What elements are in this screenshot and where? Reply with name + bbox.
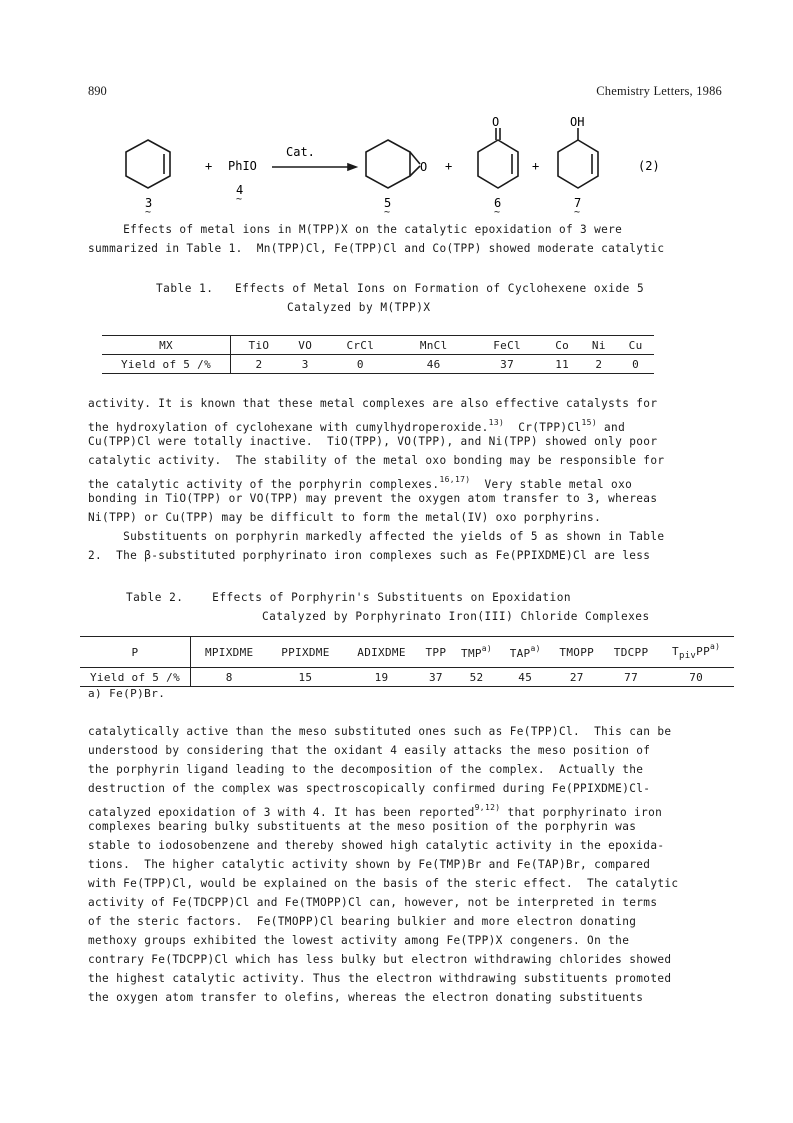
table-header-row	[80, 637, 734, 668]
ketone-label: O	[492, 115, 500, 129]
plus-1: +	[205, 159, 213, 173]
header-cell: FeCl	[470, 336, 543, 355]
header-cell: P	[80, 637, 191, 668]
compound-7-number: 7	[574, 196, 582, 210]
text-line: summarized in Table 1. Mn(TPP)Cl, Fe(TPP)Cl and Co(TPP) showed moderate catalytic	[88, 242, 665, 255]
text-line: the highest catalytic activity. Thus the electron withdrawing substituents promoted	[88, 972, 672, 985]
table-row	[102, 355, 654, 374]
header-cell: VO	[287, 336, 324, 355]
text-line: tions. The higher catalytic activity shown by Fe(TMP)Br and Fe(TAP)Br, compared	[88, 858, 651, 871]
reagent-number: 4	[236, 183, 244, 197]
plus-3: +	[532, 159, 540, 173]
table-cell: 15	[298, 670, 313, 684]
text-line: catalytic activity. The stability of the metal oxo bonding may be responsible for	[88, 454, 665, 467]
table-cell: 52	[469, 670, 484, 684]
header-cell: MnCl	[397, 336, 470, 355]
table-1	[102, 335, 654, 374]
header-cell: ADIXDME	[343, 637, 419, 668]
table-cell: 37	[500, 357, 514, 371]
catalyst-label: Cat.	[286, 145, 315, 159]
table-cell: 0	[356, 357, 364, 371]
svg-text:~: ~	[494, 207, 501, 218]
text-line: stable to iodosobenzene and thereby showed high catalytic activity in the epoxida-	[88, 839, 665, 852]
paragraph-1	[88, 220, 664, 258]
text-line: complexes bearing bulky substituents at the meso position of the porphyrin was	[88, 820, 637, 833]
text-line: the oxygen atom transfer to olefins, whereas the electron donating substituents	[88, 991, 644, 1004]
alcohol-label: OH	[570, 115, 585, 129]
table-cell: 77	[624, 670, 639, 684]
table-cell: 37	[428, 670, 443, 684]
header-cell: TMOPP	[550, 637, 604, 668]
table-2	[80, 636, 734, 687]
text-line: Cu(TPP)Cl were totally inactive. TiO(TPP), VO(TPP), and Ni(TPP) showed only poor	[88, 435, 658, 448]
table-cell: 2	[595, 357, 603, 371]
table2-caption: Table 2. Effects of Porphyrin's Substituents on Epoxidation	[126, 591, 572, 604]
epoxide-ring	[366, 140, 410, 188]
header-cell: Ni	[580, 336, 617, 355]
compound-6-number: 6	[494, 196, 502, 210]
journal-header: Chemistry Letters, 1986	[596, 84, 722, 98]
table-cell: 27	[569, 670, 584, 684]
table-cell: 8	[225, 670, 233, 684]
paragraph-2	[88, 394, 664, 565]
svg-text:~: ~	[236, 194, 243, 205]
table-cell: 45	[518, 670, 533, 684]
text-line: of the steric factors. Fe(TMOPP)Cl bearing bulkier and more electron donating	[88, 915, 637, 928]
equation-number: (2)	[638, 159, 660, 173]
text-line: with Fe(TPP)Cl, would be explained on the basis of the steric effect. The catalytic	[88, 877, 679, 890]
text-line: activity. It is known that these metal complexes are also effective catalysts for	[88, 397, 658, 410]
header-cell: TAP$^{a)}$	[501, 637, 550, 668]
reaction-scheme	[120, 114, 720, 224]
header-cell: Cu	[617, 336, 654, 355]
table2-footnote: a) Fe(P)Br.	[88, 687, 166, 700]
header-cell: CrCl	[324, 336, 397, 355]
table-cell: 2	[255, 357, 263, 371]
text-line: the hydroxylation of cyclohexane with cumylhydroperoxide.$^{13)}$ Cr(TPP)Cl$^{15)}$ and	[88, 418, 626, 434]
header-cell: TDCPP	[604, 637, 658, 668]
header-cell: TPP	[420, 637, 453, 668]
row-label: Yield of 5 /%	[80, 668, 191, 687]
text-line: the catalytic activity of the porphyrin complexes.$^{16,17)}$ Very stable metal oxo	[88, 475, 633, 491]
header-cell: $T_{piv}PP^{a)}$	[658, 637, 734, 668]
table-cell: 0	[632, 357, 640, 371]
table-cell: 19	[374, 670, 389, 684]
text-line: catalytically active than the meso substituted ones such as Fe(TPP)Cl. This can be	[88, 725, 672, 738]
svg-text:~: ~	[145, 207, 152, 218]
table-cell: 70	[689, 670, 704, 684]
table1-caption-line2: Catalyzed by M(TPP)X	[287, 301, 431, 314]
table-header-row	[102, 336, 654, 355]
text-line: destruction of the complex was spectroscopically confirmed during Fe(PPIXDME)Cl-	[88, 782, 651, 795]
text-line: 2. The β-substituted porphyrinato iron complexes such as Fe(PPIXDME)Cl are less	[88, 549, 651, 562]
reagent-label: PhIO	[228, 159, 257, 173]
header-cell: Co	[544, 336, 581, 355]
paragraph-3	[88, 722, 678, 1007]
header-cell: TiO	[231, 336, 287, 355]
svg-text:~: ~	[384, 207, 391, 218]
header-cell: MPIXDME	[191, 637, 268, 668]
table1-caption: Table 1. Effects of Metal Ions on Formation of Cyclohexene oxide 5	[156, 282, 645, 295]
text-line: activity of Fe(TDCPP)Cl and Fe(TMOPP)Cl can, however, not be interpreted in terms	[88, 896, 658, 909]
text-line: Ni(TPP) or Cu(TPP) may be difficult to form the metal(IV) oxo porphyrins.	[88, 511, 602, 524]
row-label: Yield of 5 /%	[102, 355, 231, 374]
oxide-label: O	[420, 160, 428, 174]
text-line: bonding in TiO(TPP) or VO(TPP) may prevent the oxygen atom transfer to 3, whereas	[88, 492, 658, 505]
page-number: 890	[88, 84, 107, 98]
text-line: Effects of metal ions in M(TPP)X on the catalytic epoxidation of 3 were	[88, 223, 623, 236]
header-cell: TMP$^{a)}$	[452, 637, 501, 668]
table-row	[80, 668, 734, 687]
text-line: Substituents on porphyrin markedly affected the yields of 5 as shown in Table	[88, 530, 665, 543]
text-line: the porphyrin ligand leading to the decomposition of the complex. Actually the	[88, 763, 644, 776]
svg-text:~: ~	[574, 207, 581, 218]
plus-2: +	[445, 159, 453, 173]
text-line: contrary Fe(TDCPP)Cl which has less bulky but electron withdrawing chlorides showed	[88, 953, 672, 966]
text-line: catalyzed epoxidation of 3 with 4. It has been reported$^{9,12)}$ that porphyrinato iron	[88, 803, 663, 819]
table2-caption-line2: Catalyzed by Porphyrinato Iron(III) Chloride Complexes	[262, 610, 650, 623]
table-cell: 11	[555, 357, 570, 371]
header-cell: MX	[102, 336, 231, 355]
compound-3-number: 3	[145, 196, 153, 210]
compound-5-number: 5	[384, 196, 392, 210]
scheme-graphic	[120, 114, 720, 224]
table-cell: 46	[426, 357, 441, 371]
header-cell: PPIXDME	[267, 637, 343, 668]
table-cell: 3	[301, 357, 309, 371]
text-line: methoxy groups exhibited the lowest activity among Fe(TPP)X congeners. On the	[88, 934, 630, 947]
text-line: understood by considering that the oxidant 4 easily attacks the meso position of	[88, 744, 651, 757]
